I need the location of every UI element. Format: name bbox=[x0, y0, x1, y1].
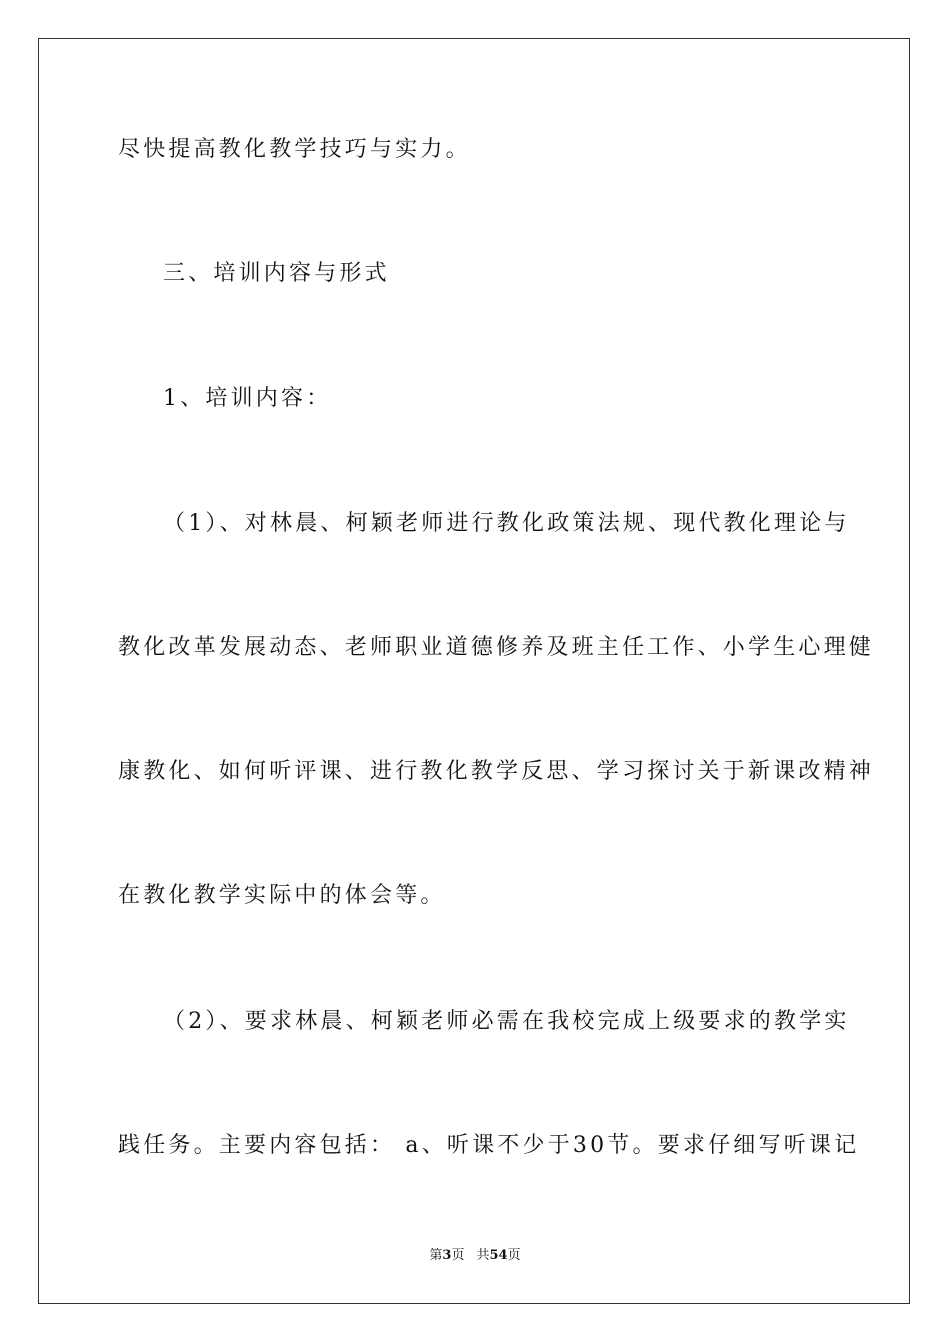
page-prefix: 第 bbox=[429, 1248, 443, 1263]
section-heading: 三、培训内容与形式 bbox=[163, 261, 390, 286]
subsection-heading: 1、培训内容： bbox=[163, 386, 332, 411]
page-number: 3 bbox=[442, 1248, 452, 1263]
body-line-7: 在教化教学实际中的体会等。 bbox=[118, 883, 446, 908]
body-line-8: （2）、要求林晨、柯颖老师必需在我校完成上级要求的教学实 bbox=[163, 1009, 850, 1034]
page-suffix: 页 bbox=[451, 1248, 465, 1263]
total-pages: 54 bbox=[489, 1248, 508, 1263]
page-frame bbox=[38, 38, 910, 1304]
body-line-5: 教化改革发展动态、老师职业道德修养及班主任工作、小学生心理健 bbox=[118, 635, 875, 660]
total-prefix: 共 bbox=[476, 1248, 490, 1263]
body-line-4: （1）、对林晨、柯颖老师进行教化政策法规、现代教化理论与 bbox=[163, 511, 850, 536]
total-suffix: 页 bbox=[507, 1248, 521, 1263]
body-line-1: 尽快提高教化教学技巧与实力。 bbox=[118, 137, 471, 162]
page-footer bbox=[0, 1247, 950, 1265]
body-line-6: 康教化、如何听评课、进行教化教学反思、学习探讨关于新课改精神 bbox=[118, 759, 875, 784]
body-line-9: 践任务。主要内容包括： a、听课不少于30节。要求仔细写听课记 bbox=[118, 1133, 860, 1158]
